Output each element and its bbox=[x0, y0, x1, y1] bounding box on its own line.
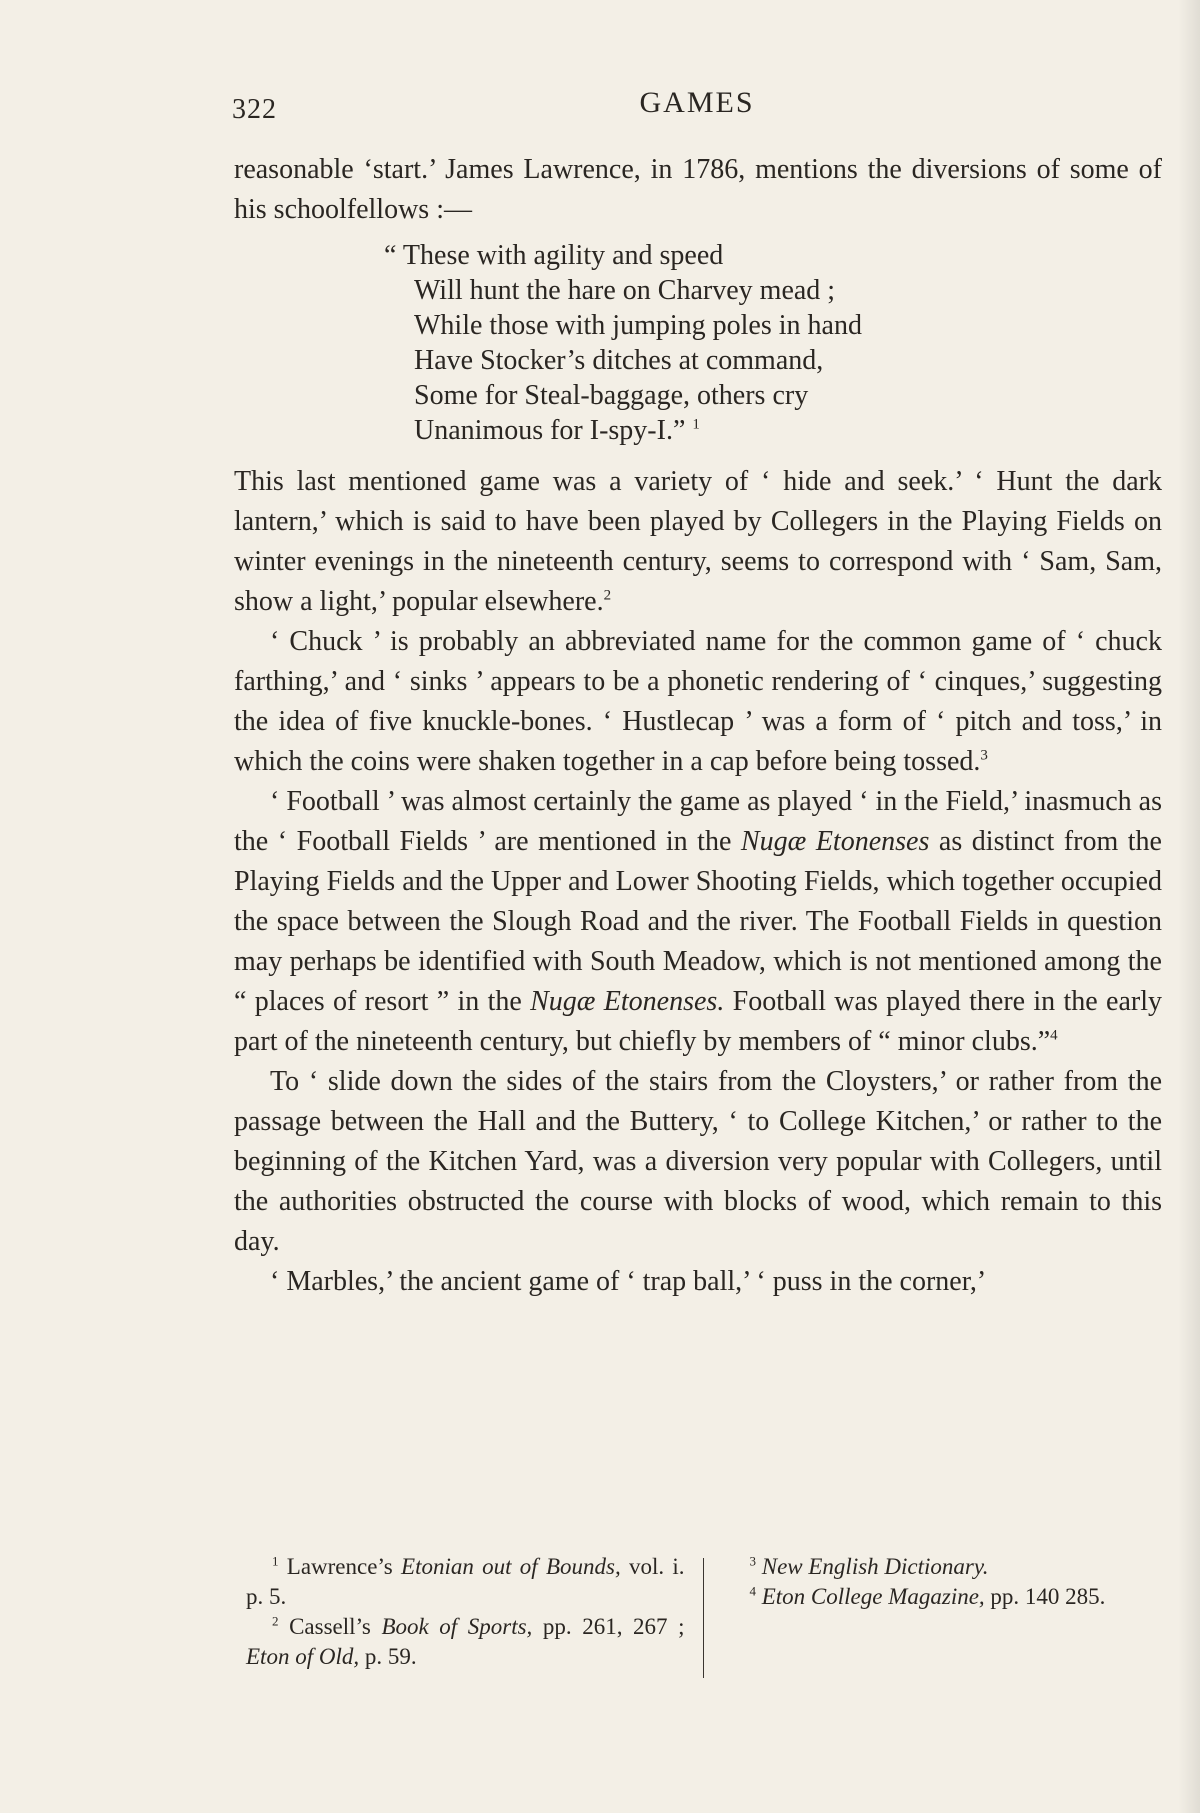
text-run: Lawrence’s bbox=[278, 1554, 402, 1579]
text-run: pp. 261, 267 ; bbox=[532, 1614, 685, 1639]
text-run: Cassell’s bbox=[278, 1614, 382, 1639]
verse-line bbox=[384, 413, 1162, 448]
page-header bbox=[232, 86, 1162, 126]
paragraph-1 bbox=[234, 150, 1162, 230]
text-run: p. 59. bbox=[359, 1644, 417, 1669]
italic-title: Etonian out of Bounds, bbox=[401, 1554, 621, 1579]
text-run: vol. i. p. 5. bbox=[246, 1554, 685, 1609]
footnote-3 bbox=[723, 1552, 1162, 1582]
body-text bbox=[234, 150, 1162, 1302]
page-spine-shadow bbox=[1178, 0, 1200, 1813]
verse-line: Have Stocker’s ditches at command, bbox=[414, 345, 824, 376]
italic-title: Eton of Old, bbox=[246, 1644, 360, 1669]
footnote-ref[interactable]: 3 bbox=[980, 747, 988, 764]
footnote-ref[interactable]: 1 bbox=[692, 416, 700, 433]
verse-line: While those with jumping poles in hand bbox=[414, 310, 862, 341]
text-run: ‘ Chuck ’ is probably an abbreviated name for the common game of ‘ chuck farthing,’ and ‘ sinks ’ appears to be a phonetic rendering of ‘ cinques,’ suggesting the idea of five knuckle-bones. ‘ Hustlecap ’ was a form of ‘ pitch and toss,’ in which the coins were shaken together in a cap before being tossed. bbox=[234, 626, 1162, 777]
page-number: 322 bbox=[232, 94, 277, 125]
footnote-4 bbox=[723, 1582, 1162, 1612]
footnote-number: 1 bbox=[272, 1553, 279, 1569]
footnotes bbox=[246, 1552, 1162, 1678]
text-run: as distinct from the Playing Fields and the Upper and Lower Shooting Fields, which together occupied the space between the Slough Road and the river. The Football Fields in question may perhaps be identified with South Meadow, which is not mentioned among the “ places of resort ” in the bbox=[234, 826, 1162, 1017]
text-run: ‘ Marbles,’ the ancient game of ‘ trap ball,’ ‘ puss in the corner,’ bbox=[270, 1266, 987, 1297]
verse-line: “ These with agility and speed bbox=[384, 240, 724, 271]
italic-title: Nugæ Etonenses. bbox=[530, 986, 725, 1017]
verse-line: Will hunt the hare on Charvey mead ; bbox=[414, 275, 836, 306]
text-run: reasonable ‘start.’ James Lawrence, in 1786, mentions the diversions of some of his schoolfellows :— bbox=[234, 154, 1162, 225]
italic-title: Eton College Magazine, bbox=[761, 1584, 985, 1609]
footnote-2 bbox=[246, 1612, 685, 1672]
text-run: pp. 140 285. bbox=[984, 1584, 1106, 1609]
footnote-number: 4 bbox=[749, 1583, 756, 1599]
paragraph-5 bbox=[234, 1062, 1162, 1262]
footnote-column-left bbox=[246, 1552, 703, 1678]
italic-title: New English Dictionary. bbox=[761, 1554, 989, 1579]
verse-quotation bbox=[384, 238, 1162, 448]
text-run: Unanimous for I-spy-I.” bbox=[414, 415, 686, 446]
footnote-number: 3 bbox=[749, 1553, 756, 1569]
footnote-column-right bbox=[703, 1552, 1162, 1678]
paragraph-4 bbox=[234, 782, 1162, 1062]
text-run: Football was played there in the early part of the nineteenth century, but chiefly by members of “ minor clubs.” bbox=[234, 986, 1162, 1057]
footnote-ref[interactable]: 2 bbox=[603, 587, 612, 604]
text-run: To ‘ slide down the sides of the stairs from the Cloysters,’ or rather from the passage between the Hall and the Buttery, ‘ to College Kitchen,’ or rather to the beginning of the Kitchen Yard, was a diversion very popular with Collegers, until the authorities obstructed the course with blocks of wood, which remain to this day. bbox=[234, 1066, 1162, 1257]
italic-title: Book of Sports, bbox=[381, 1614, 533, 1639]
paragraph-6 bbox=[234, 1262, 1162, 1302]
running-head: GAMES bbox=[639, 86, 755, 119]
paragraph-3 bbox=[234, 622, 1162, 782]
footnote-1 bbox=[246, 1552, 685, 1612]
footnote-ref[interactable]: 4 bbox=[1050, 1027, 1058, 1044]
text-run: This last mentioned game was a variety of ‘ hide and seek.’ ‘ Hunt the dark lantern,’ which is said to have been played by Collegers in the Playing Fields on winter evenings in the nineteenth century, seems to correspond with ‘ Sam, Sam, show a light,’ popular elsewhere. bbox=[234, 466, 1162, 617]
paragraph-2 bbox=[234, 462, 1162, 622]
text-run: ‘ Football ’ was almost certainly the game as played ‘ in the Field,’ inasmuch as the ‘ Football Fields ’ are mentioned in the bbox=[234, 786, 1162, 857]
verse-line: Some for Steal-baggage, others cry bbox=[414, 380, 809, 411]
footnote-number: 2 bbox=[272, 1613, 279, 1629]
italic-title: Nugæ Etonenses bbox=[740, 826, 930, 857]
